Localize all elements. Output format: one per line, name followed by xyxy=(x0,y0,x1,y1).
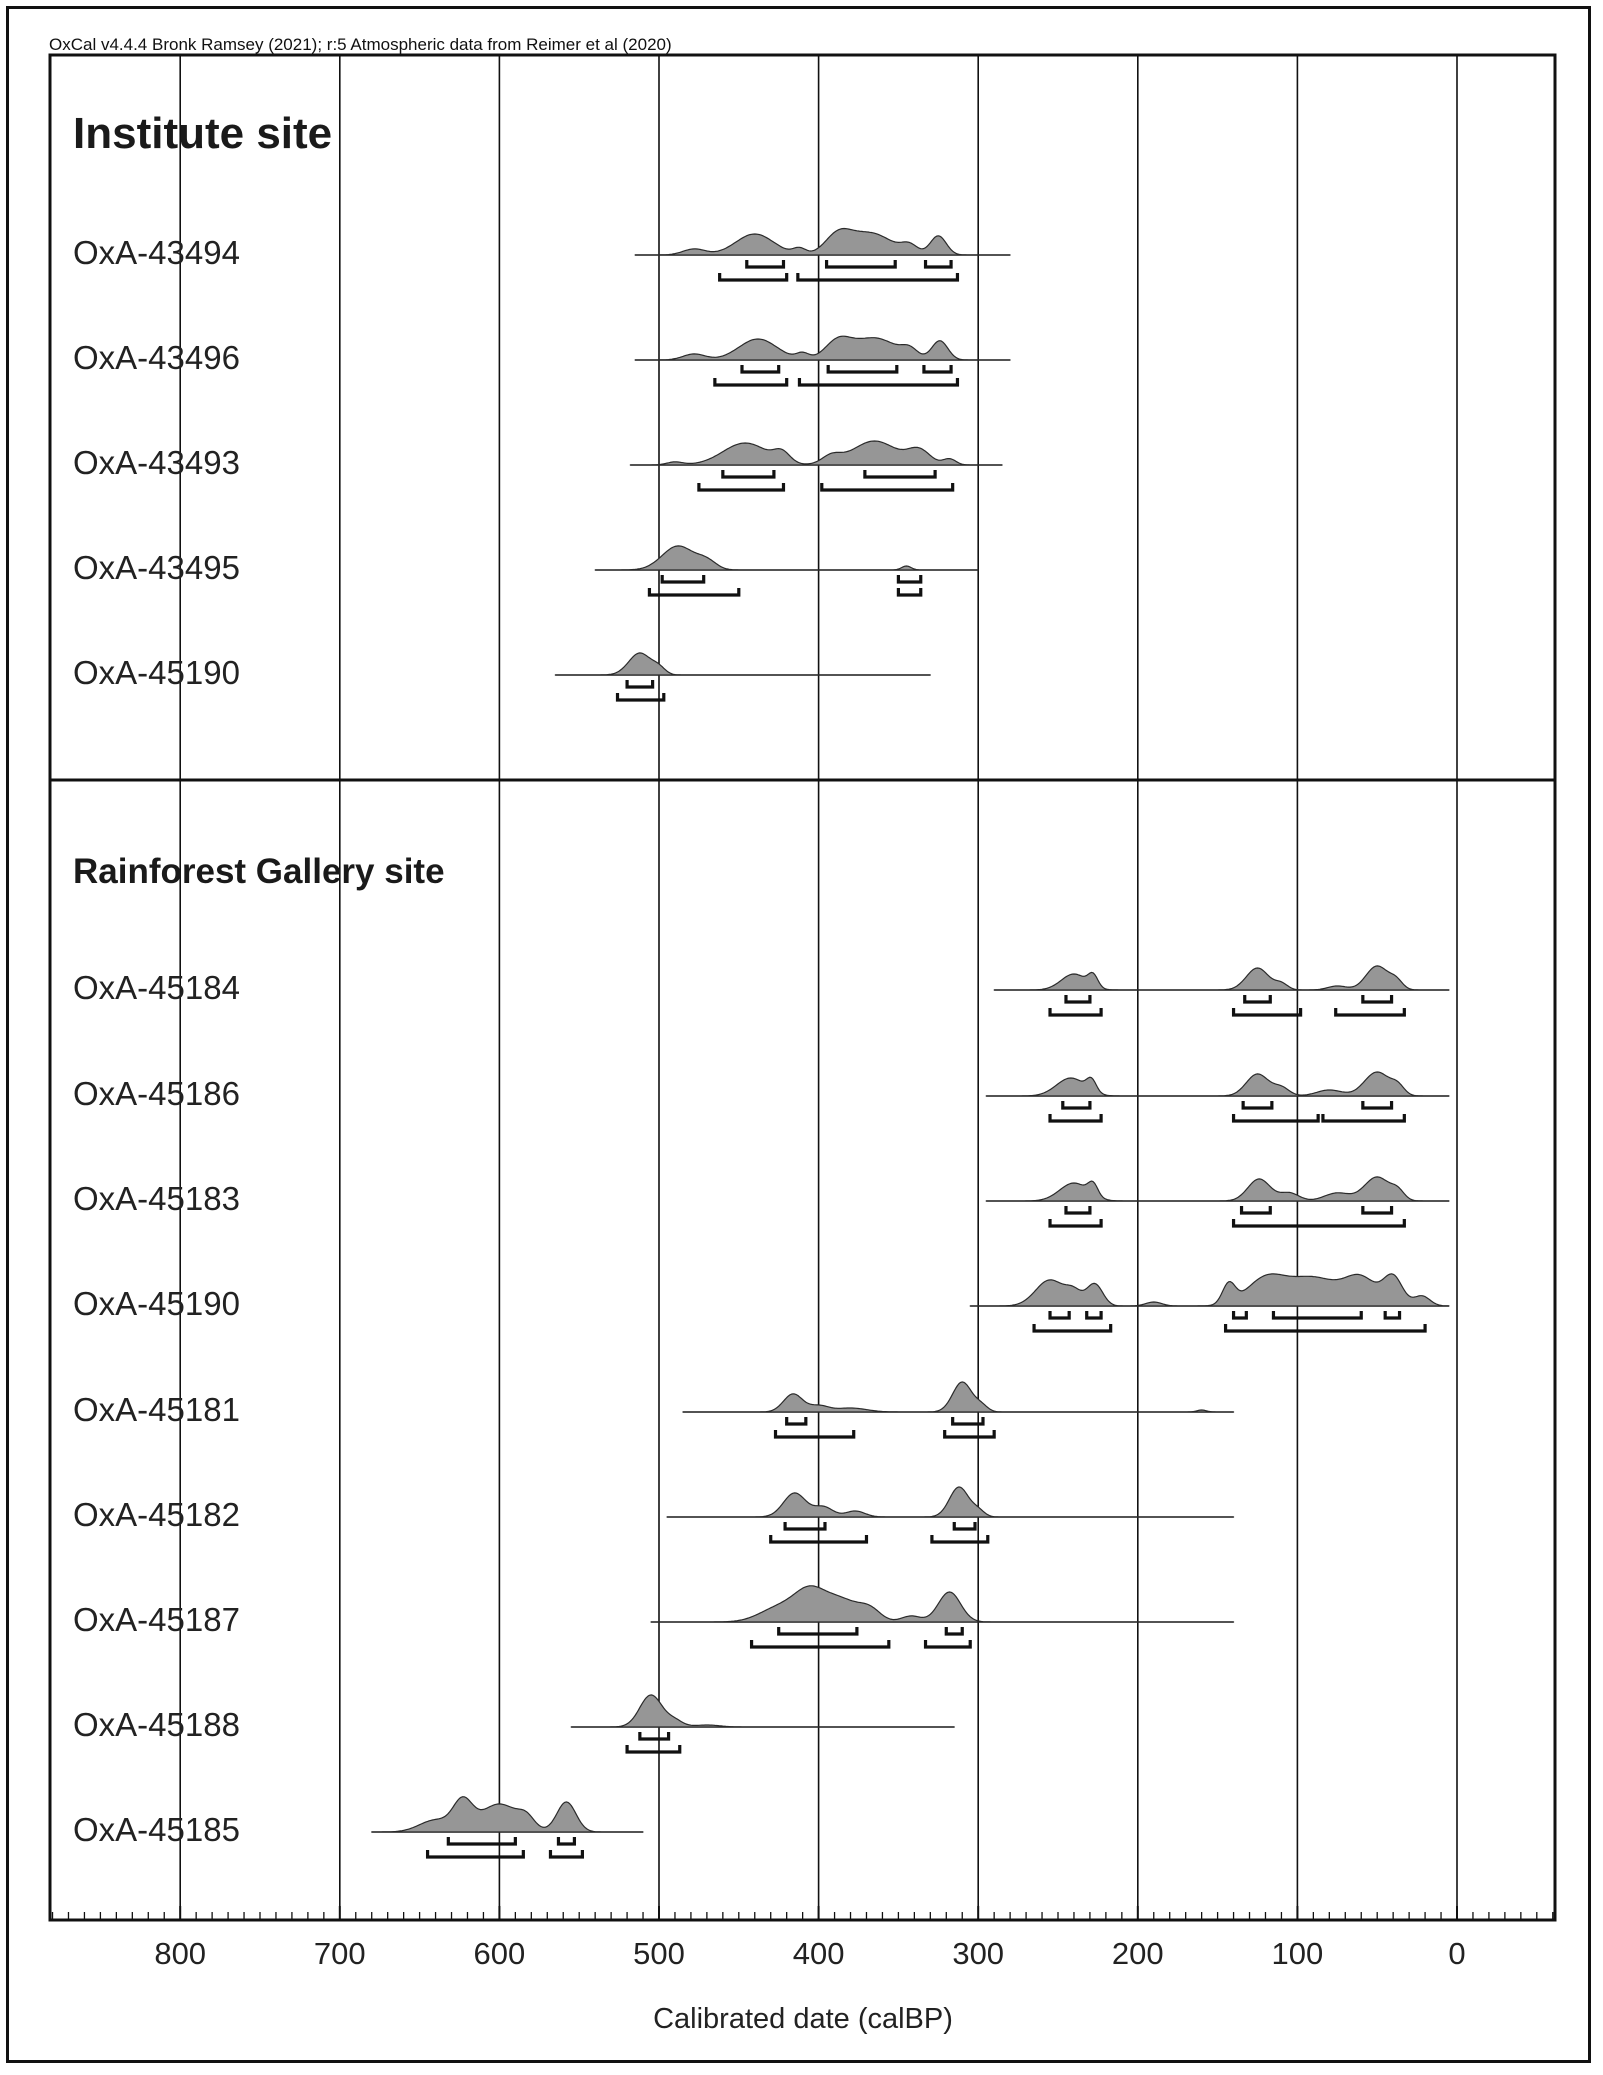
sample-oxa-45190 xyxy=(970,1274,1449,1331)
hpd-68-bracket xyxy=(662,575,703,582)
probability-density xyxy=(683,1382,1234,1412)
sample-label: OxA-45183 xyxy=(73,1180,240,1217)
hpd-95-bracket xyxy=(1050,1008,1101,1015)
probability-density xyxy=(667,1487,1234,1517)
hpd-68-bracket xyxy=(1050,1311,1069,1318)
hpd-68-bracket xyxy=(954,1522,975,1529)
x-tick-label-300: 300 xyxy=(952,1936,1005,1971)
hpd-95-bracket xyxy=(932,1535,988,1542)
x-axis-label: Calibrated date (calBP) xyxy=(653,2003,953,2035)
sample-label: OxA-45190 xyxy=(73,654,240,691)
probability-density xyxy=(651,1586,1234,1622)
probability-density xyxy=(986,1177,1449,1201)
hpd-95-bracket xyxy=(798,273,958,280)
sample-label: OxA-43493 xyxy=(73,444,240,481)
probability-density xyxy=(571,1695,954,1727)
hpd-68-bracket xyxy=(1363,1206,1392,1213)
hpd-95-bracket xyxy=(1323,1114,1404,1121)
x-tick-label-400: 400 xyxy=(792,1936,845,1971)
probability-density xyxy=(635,336,1010,360)
hpd-95-bracket xyxy=(898,588,920,595)
sample-oxa-45183 xyxy=(986,1177,1449,1226)
sample-oxa-45185 xyxy=(372,1797,643,1857)
hpd-95-bracket xyxy=(428,1850,524,1857)
sample-label: OxA-45188 xyxy=(73,1706,240,1743)
x-tick-label-100: 100 xyxy=(1271,1936,1324,1971)
hpd-68-bracket xyxy=(723,470,774,477)
sample-oxa-45186 xyxy=(986,1072,1449,1121)
sample-oxa-43495 xyxy=(595,546,978,595)
hpd-95-bracket xyxy=(752,1640,889,1647)
hpd-68-bracket xyxy=(1363,995,1392,1002)
hpd-95-bracket xyxy=(822,483,953,490)
hpd-68-bracket xyxy=(827,260,896,267)
hpd-68-bracket xyxy=(1087,1311,1101,1318)
oxcal-credit: OxCal v4.4.4 Bronk Ramsey (2021); r:5 Atmospheric data from Reimer et al (2020) xyxy=(49,35,672,54)
sample-oxa-43493 xyxy=(630,441,1002,490)
probability-density xyxy=(555,653,930,675)
hpd-95-bracket xyxy=(776,1430,854,1437)
hpd-68-bracket xyxy=(1243,1101,1272,1108)
hpd-68-bracket xyxy=(1385,1311,1399,1318)
x-tick-label-800: 800 xyxy=(154,1936,207,1971)
probability-density xyxy=(994,966,1449,990)
x-axis-minor-ticks xyxy=(53,1906,1553,1920)
sample-label: OxA-45187 xyxy=(73,1601,240,1638)
hpd-95-bracket xyxy=(1234,1219,1405,1226)
hpd-68-bracket xyxy=(926,260,952,267)
probability-density xyxy=(630,441,1002,465)
sample-label: OxA-45182 xyxy=(73,1496,240,1533)
sample-label: OxA-43495 xyxy=(73,549,240,586)
plot-area xyxy=(50,55,1555,1971)
hpd-68-bracket xyxy=(1066,1206,1090,1213)
sample-oxa-45181 xyxy=(683,1382,1234,1437)
hpd-95-bracket xyxy=(715,378,787,385)
sample-label: OxA-43496 xyxy=(73,339,240,376)
hpd-68-bracket xyxy=(640,1732,669,1739)
sample-oxa-45187 xyxy=(651,1586,1234,1647)
hpd-95-bracket xyxy=(1336,1008,1405,1015)
hpd-95-bracket xyxy=(1234,1114,1319,1121)
sample-oxa-43496 xyxy=(635,336,1010,385)
sample-labels xyxy=(73,109,445,1848)
x-tick-label-0: 0 xyxy=(1448,1936,1466,1971)
hpd-68-bracket xyxy=(742,365,779,372)
hpd-68-bracket xyxy=(1063,1101,1090,1108)
hpd-95-bracket xyxy=(1234,1008,1301,1015)
sample-oxa-45188 xyxy=(571,1695,954,1752)
hpd-68-bracket xyxy=(1234,1311,1247,1318)
hpd-95-bracket xyxy=(1050,1114,1101,1121)
hpd-95-bracket xyxy=(720,273,787,280)
x-tick-label-600: 600 xyxy=(473,1936,526,1971)
hpd-95-bracket xyxy=(627,1745,680,1752)
probability-density xyxy=(595,546,978,570)
group-heading-1: Institute site xyxy=(73,109,333,158)
probability-density xyxy=(635,229,1010,256)
x-tick-label-500: 500 xyxy=(633,1936,685,1971)
hpd-68-bracket xyxy=(865,470,935,477)
hpd-68-bracket xyxy=(946,1627,962,1634)
hpd-95-bracket xyxy=(945,1430,994,1437)
sample-label: OxA-45184 xyxy=(73,969,240,1006)
hpd-68-bracket xyxy=(558,1837,574,1844)
hpd-68-bracket xyxy=(1273,1311,1361,1318)
x-tick-label-700: 700 xyxy=(313,1936,366,1971)
sample-oxa-45184 xyxy=(994,966,1449,1015)
hpd-95-bracket xyxy=(550,1850,582,1857)
sample-label: OxA-45186 xyxy=(73,1075,240,1112)
hpd-68-bracket xyxy=(627,680,653,687)
hpd-68-bracket xyxy=(1242,1206,1271,1213)
probability-density xyxy=(970,1274,1449,1306)
hpd-95-bracket xyxy=(799,378,957,385)
sample-oxa-45182 xyxy=(667,1487,1234,1542)
x-tick-label-200: 200 xyxy=(1111,1936,1164,1971)
sample-label: OxA-43494 xyxy=(73,234,240,271)
hpd-95-bracket xyxy=(1050,1219,1101,1226)
sample-label: OxA-45181 xyxy=(73,1391,240,1428)
hpd-68-bracket xyxy=(828,365,897,372)
probability-density xyxy=(372,1797,643,1832)
probability-density xyxy=(986,1072,1449,1096)
sample-label: OxA-45190 xyxy=(73,1285,240,1322)
hpd-95-bracket xyxy=(926,1640,971,1647)
hpd-68-bracket xyxy=(1363,1101,1392,1108)
sample-oxa-45190 xyxy=(555,653,930,700)
hpd-68-bracket xyxy=(1066,995,1090,1002)
hpd-95-bracket xyxy=(1226,1324,1426,1331)
hpd-68-bracket xyxy=(448,1837,515,1844)
sample-label: OxA-45185 xyxy=(73,1811,240,1848)
hpd-68-bracket xyxy=(924,365,951,372)
hpd-95-bracket xyxy=(649,588,738,595)
sample-oxa-43494 xyxy=(635,229,1010,281)
hpd-95-bracket xyxy=(1034,1324,1111,1331)
hpd-68-bracket xyxy=(898,575,920,582)
hpd-95-bracket xyxy=(618,693,664,700)
hpd-95-bracket xyxy=(699,483,784,490)
hpd-68-bracket xyxy=(1245,995,1271,1002)
hpd-68-bracket xyxy=(747,260,784,267)
hpd-68-bracket xyxy=(787,1417,806,1424)
group-heading-2: Rainforest Gallery site xyxy=(73,852,445,891)
